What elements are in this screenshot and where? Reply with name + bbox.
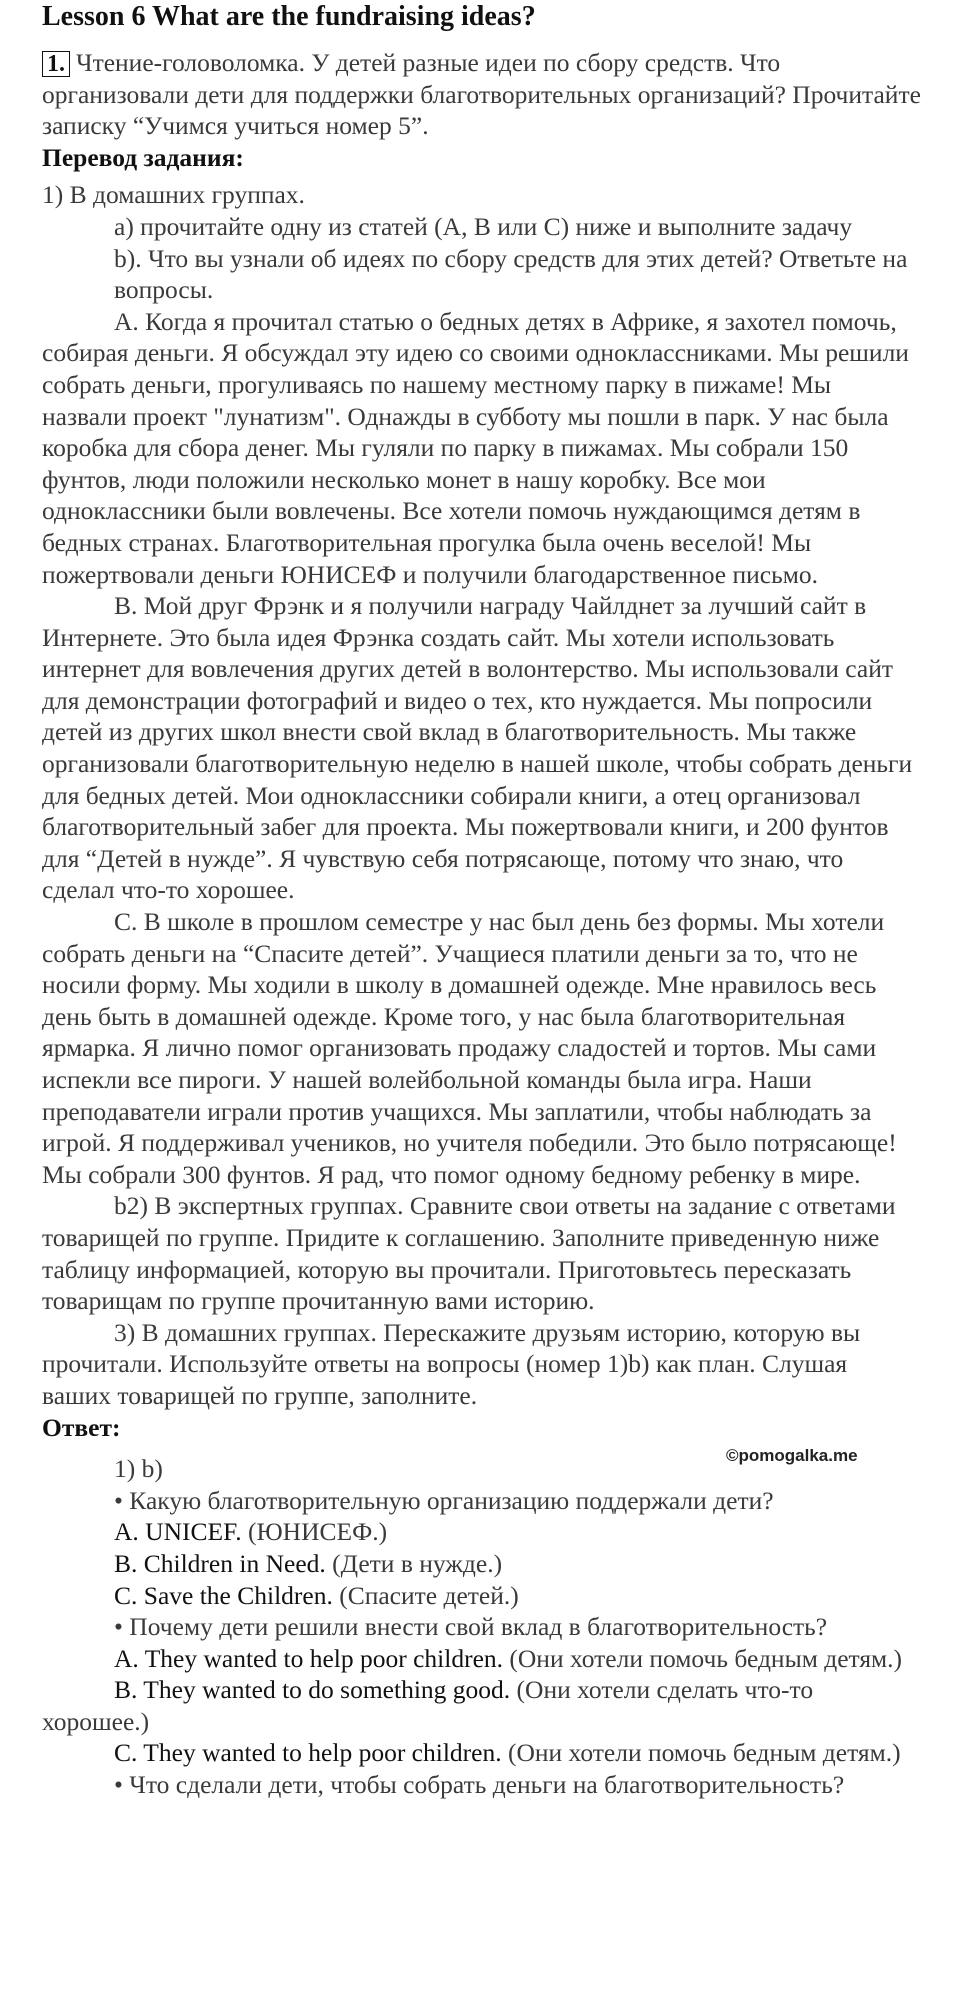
question-2: • Почему дети решили внести свой вклад в благотворительность? xyxy=(114,1612,828,1642)
document-page xyxy=(42,0,922,1801)
answer-2a xyxy=(42,1643,922,1675)
step-b2-paragraph: b2) В экспертных группах. Сравните свои ответы на задание с ответами товарищей по группе. Придите к соглашению. Заполните приведенную ниже таблицу информацией, которую вы прочитали. Приготовьтесь пересказать товарищам по группе прочитанную вами историю. xyxy=(42,1191,896,1316)
question-3: • Что сделали дети, чтобы собрать деньги на благотворительность? xyxy=(114,1770,845,1800)
step-3-paragraph: 3) В домашних группах. Перескажите друзьям историю, которую вы прочитали. Используйте ответы на вопросы (номер 1)b) как план. Слушая ваших товарищей по группе, заполните. xyxy=(42,1317,861,1410)
answer-2b xyxy=(42,1674,922,1737)
answer-2a-ru: (Они хотели помочь бедным детям.) xyxy=(503,1643,903,1673)
step-1a-line: а) прочитайте одну из статей (A, B или C) ниже и выполните задачу xyxy=(114,211,853,241)
question-1: • Какую благотворительную организацию поддержали дети? xyxy=(114,1485,774,1515)
answer-2c-en: C. They wanted to help poor children. xyxy=(114,1738,502,1768)
answer-1b-en: B. Children in Need. xyxy=(114,1548,326,1578)
watermark: ©pomogalka.me xyxy=(726,1446,858,1465)
answer-1b-label: 1) b) xyxy=(114,1454,163,1484)
answer-1a-ru: (ЮНИСЕФ.) xyxy=(241,1517,388,1547)
answer-1b xyxy=(42,1548,922,1580)
translation-heading: Перевод задания: xyxy=(42,142,244,172)
answer-1a xyxy=(42,1516,922,1548)
answer-1c-ru: (Спасите детей.) xyxy=(332,1580,519,1610)
answer-1c-en: C. Save the Children. xyxy=(114,1580,333,1610)
answer-2b-ru: (Они хотели сделать что-то хорошее.) xyxy=(42,1675,814,1736)
step-1b-line: b). Что вы узнали об идеях по сбору средств для этих детей? Ответьте на вопросы. xyxy=(114,243,908,305)
answer-2b-en: B. They wanted to do something good. xyxy=(114,1675,511,1705)
task-number-box: 1. xyxy=(42,51,70,77)
answer-heading: Ответ: xyxy=(42,1412,121,1442)
answer-1c xyxy=(42,1580,922,1612)
answer-2c xyxy=(42,1737,922,1769)
task-text: Чтение-головоломка. У детей разные идеи по сбору средств. Что организовали дети для поддержки благотворительных организаций? Прочитайте записку “Учимся учиться номер 5”. xyxy=(42,48,921,141)
answer-2a-en: A. They wanted to help poor children. xyxy=(114,1643,504,1673)
answer-2c-ru: (Они хотели помочь бедным детям.) xyxy=(501,1738,901,1768)
task-paragraph xyxy=(42,47,922,142)
page-title: Lesson 6 What are the fundraising ideas? xyxy=(42,1,536,32)
step-1-line: 1) В домашних группах. xyxy=(42,180,305,210)
article-b-paragraph: В. Мой друг Фрэнк и я получили награду Чайлднет за лучший сайт в Интернете. Это была идея Фрэнка создать сайт. Мы хотели использовать интернет для вовлечения других детей в волонтерство. Мы использовали сайт для демонстрации фотографий и видео о тех, кто нуждается. Мы попросили детей из других школ внести свой вклад в благотворительность. Мы также организовали благотворительную неделю в нашей школе, чтобы собрать деньги для бедных детей. Мои одноклассники собирали книги, а отец организовал благотворительный забег для проекта. Мы пожертвовали книги, и 200 фунтов для “Детей в нужде”. Я чувствую себя потрясающе, потому что знаю, что сделал что-то хорошее. xyxy=(42,591,913,905)
article-a-paragraph: А. Когда я прочитал статью о бедных детях в Африке, я захотел помочь, собирая деньги. Я обсуждал эту идею со своими одноклассниками. Мы решили собрать деньги, прогуливаясь по нашему местному парку в пижаме! Мы назвали проект "лунатизм". Однажды в субботу мы пошли в парк. У нас была коробка для сбора денег. Мы гуляли по парку в пижамах. Мы собрали 150 фунтов, люди положили несколько монет в нашу коробку. Все мои одноклассники были вовлечены. Все хотели помочь нуждающимся детям в бедных странах. Благотворительная прогулка была очень веселой! Мы пожертвовали деньги ЮНИСЕФ и получили благодарственное письмо. xyxy=(42,306,909,589)
answer-1a-en: A. UNICEF. xyxy=(114,1517,242,1547)
answer-1b-ru: (Дети в нужде.) xyxy=(325,1548,503,1578)
article-c-paragraph: С. В школе в прошлом семестре у нас был день без формы. Мы хотели собрать деньги на “Спасите детей”. Учащиеся платили деньги за то, что не носили форму. Мы ходили в школу в домашней одежде. Мне нравилось весь день быть в домашней одежде. Кроме того, у нас была благотворительная ярмарка. Я лично помог организовать продажу сладостей и тортов. Мы сами испекли все пироги. У нашей волейбольной команды была игра. Наши преподаватели играли против учащихся. Мы заплатили, чтобы наблюдать за игрой. Я поддерживал учеников, но учителя победили. Это было потрясающе! Мы собрали 300 фунтов. Я рад, что помог одному бедному ребенку в мире. xyxy=(42,907,897,1189)
